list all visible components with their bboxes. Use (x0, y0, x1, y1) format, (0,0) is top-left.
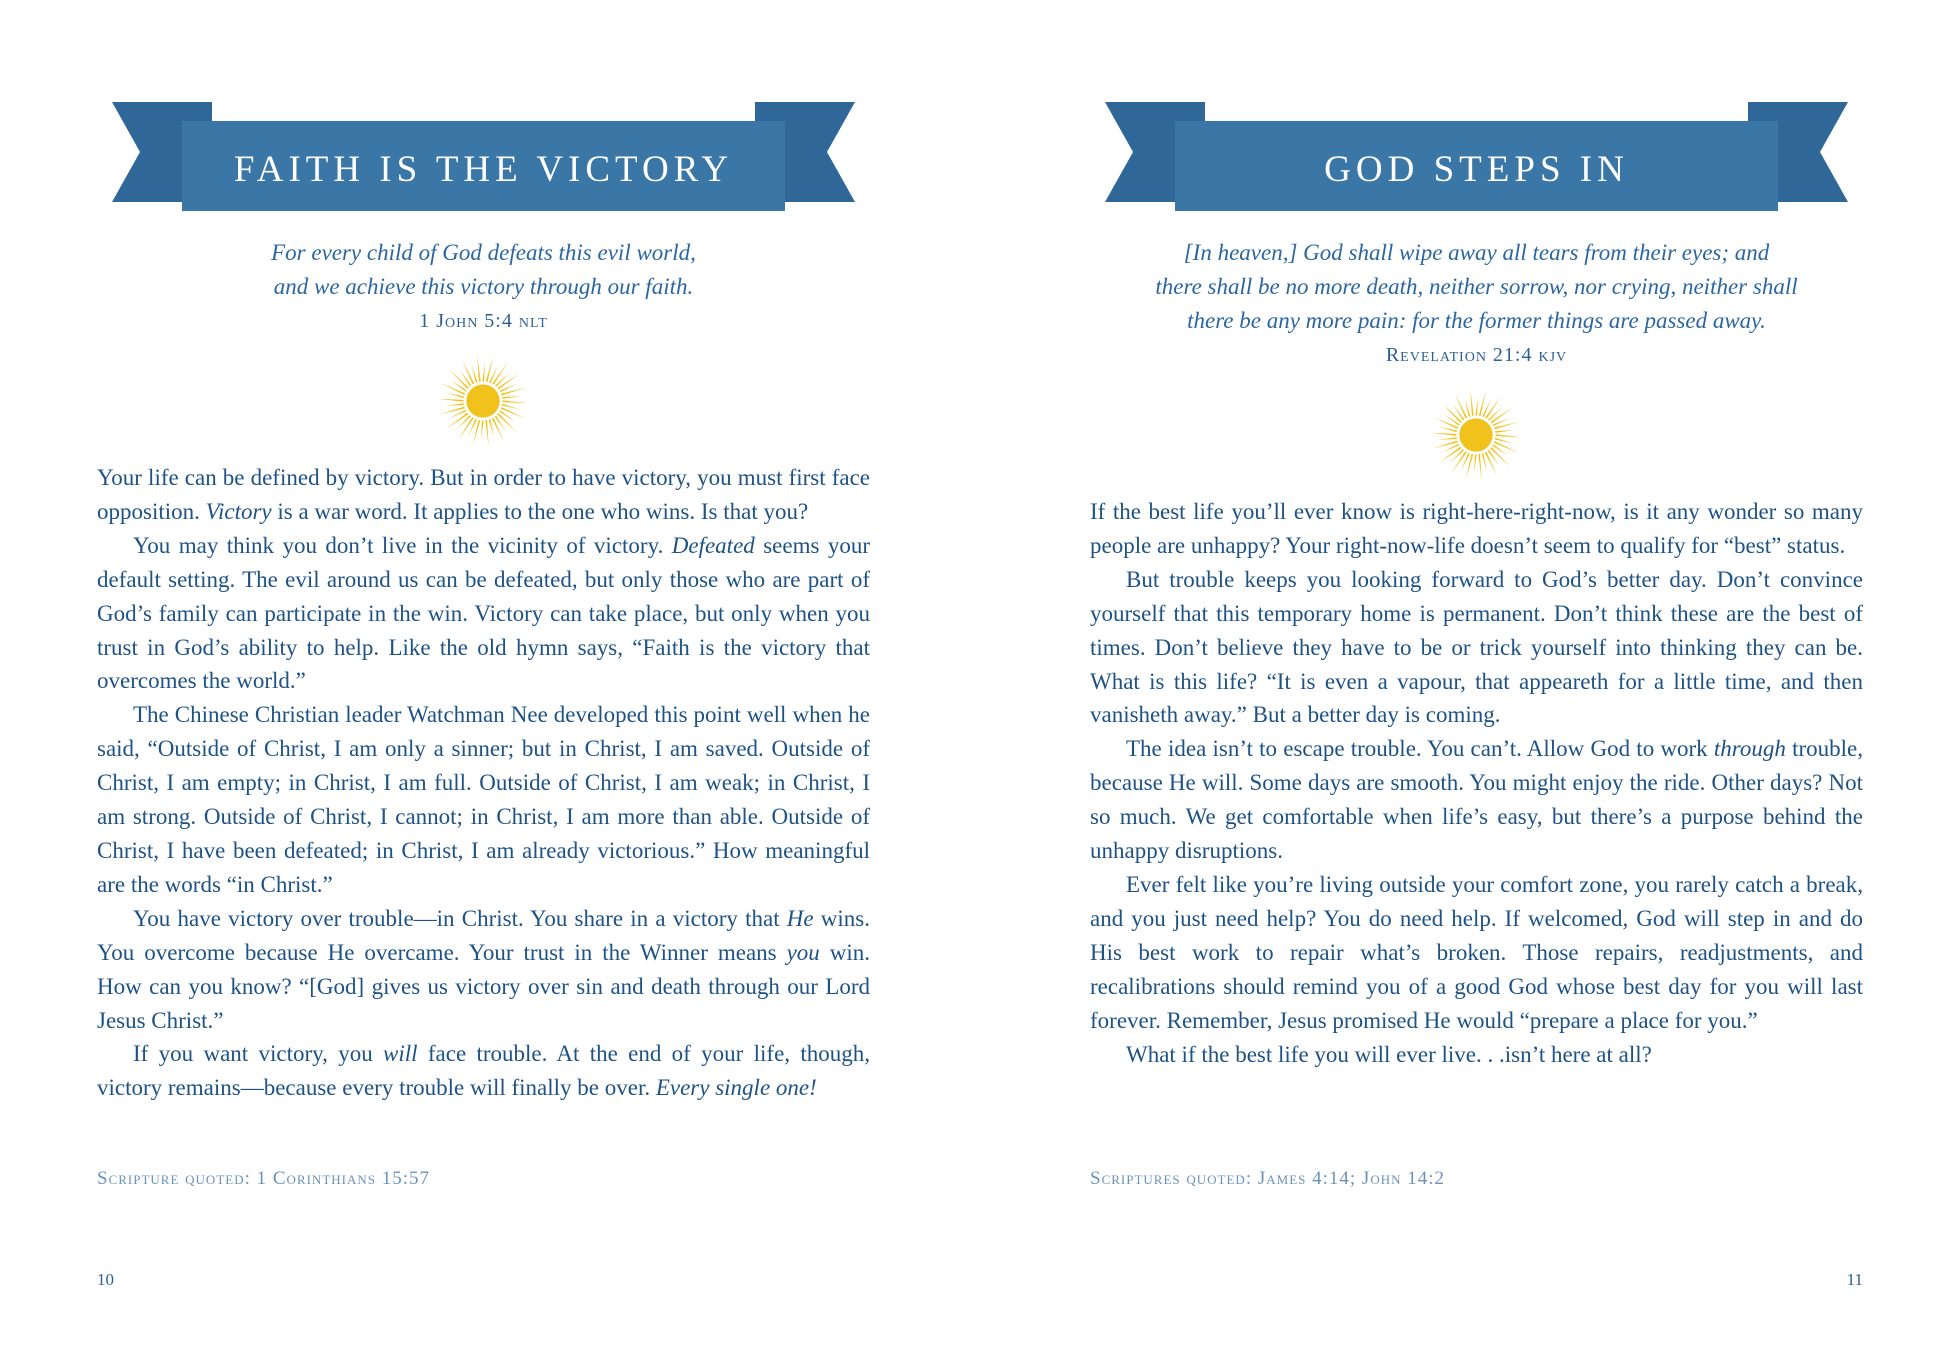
emphasis-text: through (1713, 736, 1786, 762)
paragraph-text: wins. You overcome because He overcame. Your trust in the Winner means (97, 905, 871, 965)
paragraph-text: If you want victory, you (133, 1041, 384, 1067)
verse-reference: 1 John 5:4 nlt (419, 310, 548, 332)
body-paragraph (97, 461, 870, 529)
paragraph-text: win. How can you know? “[God] gives us victory over sin and death through our Lord Jesus Christ.” (97, 939, 870, 1033)
page-number: 10 (97, 1270, 114, 1289)
scripture-sources: Scripture quoted: 1 Corinthians 15:57 (97, 1168, 431, 1189)
emphasis-text: Victory (205, 498, 272, 524)
verse-reference: Revelation 21:4 kjv (1385, 344, 1568, 366)
emphasis-text: Every single one! (655, 1075, 817, 1101)
paragraph-text: The idea isn’t to escape trouble. You can’t. Allow God to work (1126, 736, 1714, 762)
body-text (1090, 495, 1863, 1071)
verse-line: [In heaven,] God shall wipe away all tears from their eyes; and (1183, 240, 1770, 265)
verse-line: and we achieve this victory through our faith. (273, 274, 694, 299)
emphasis-text: Defeated (671, 532, 755, 558)
paragraph-text: face trouble. At the end of your life, though, victory remains—because every trouble will finally be over. (97, 1041, 870, 1101)
body-text (97, 461, 870, 1105)
section-title: GOD STEPS IN (1324, 149, 1629, 190)
paragraph-text: But trouble keeps you looking forward to God’s better day. Don’t convince yourself that this temporary home is permanent. Don’t think these are the best of times. Don’t believe they have to be or trick yourself into thinking they can be. What is this life? “It is even a vapour, that appeareth for a little time, and then vanisheth away.” But a better day is coming. (1090, 566, 1863, 728)
emphasis-text: will (383, 1041, 418, 1067)
verse-line: there shall be no more death, neither sorrow, nor crying, neither shall (1155, 274, 1798, 299)
title-banner (1105, 99, 1848, 224)
emphasis-text: He (786, 905, 814, 931)
paragraph-text: You may think you don’t live in the vicinity of victory. (133, 532, 672, 558)
body-paragraph (1090, 868, 1863, 1038)
left-page (97, 0, 870, 1362)
body-paragraph (1090, 495, 1863, 563)
body-paragraph (97, 529, 870, 699)
paragraph-text: seems your default setting. The evil around us can be defeated, but only those who are part of God’s family can participate in the win. Victory can take place, but only when you trust in God’s ability to help. Like the old hymn says, “Faith is the victory that overcomes the world.” (97, 532, 870, 694)
verse-line: For every child of God defeats this evil world, (271, 240, 696, 265)
body-paragraph (97, 902, 870, 1038)
paragraph-text: If the best life you’ll ever know is right-here-right-now, is it any wonder so many people are unhappy? Your right-now-life doesn’t seem to qualify for “best” status. (1090, 499, 1863, 558)
paragraph-text: is a war word. It applies to the one who wins. Is that you? (271, 498, 809, 524)
page-number: 11 (1846, 1270, 1863, 1289)
body-paragraph (97, 1037, 870, 1105)
paragraph-text: Ever felt like you’re living outside your comfort zone, you rarely catch a break, and you just need help? You do need help. If welcomed, God will step in and do His best work to repair what’s broken. Those repairs, readjustments, and recalibrations should remind you of a good God whose best day for you will last forever. Remember, Jesus promised He would “prepare a place for you.” (1090, 871, 1863, 1033)
body-paragraph (97, 698, 870, 901)
section-title: FAITH IS THE VICTORY (233, 149, 734, 190)
title-banner (112, 99, 855, 224)
paragraph-text: trouble, because He will. Some days are smooth. You might enjoy the ride. Other days? Not so much. We get comfortable when life’s easy, but there’s a purpose behind the unhappy disruptions. (1090, 736, 1863, 864)
paragraph-text: You have victory over trouble—in Christ. You share in a victory that (133, 905, 787, 931)
sun-icon (1427, 386, 1525, 484)
scripture-verse (1090, 236, 1863, 372)
body-paragraph (1090, 563, 1863, 733)
verse-line: there be any more pain: for the former things are passed away. (1187, 308, 1766, 333)
paragraph-text: What if the best life you will ever live. . .isn’t here at all? (1126, 1041, 1652, 1067)
emphasis-text: you (786, 939, 820, 965)
body-paragraph (1090, 1038, 1863, 1072)
scripture-sources: Scriptures quoted: James 4:14; John 14:2 (1090, 1168, 1446, 1189)
paragraph-text: Your life can be defined by victory. But in order to have victory, you must first face opposition. (97, 465, 870, 524)
scripture-verse (97, 236, 870, 338)
right-page (1090, 0, 1863, 1362)
sun-icon (434, 352, 532, 450)
paragraph-text: The Chinese Christian leader Watchman Nee developed this point well when he said, “Outside of Christ, I am only a sinner; but in Christ, I am saved. Outside of Christ, I am empty; in Christ, I am full. Outside of Christ, I am weak; in Christ, I am strong. Outside of Christ, I cannot; in Christ, I am more than able. Outside of Christ, I have been defeated; in Christ, I am already victorious.” How meaningful are the words “in Christ.” (97, 702, 870, 897)
body-paragraph (1090, 732, 1863, 868)
